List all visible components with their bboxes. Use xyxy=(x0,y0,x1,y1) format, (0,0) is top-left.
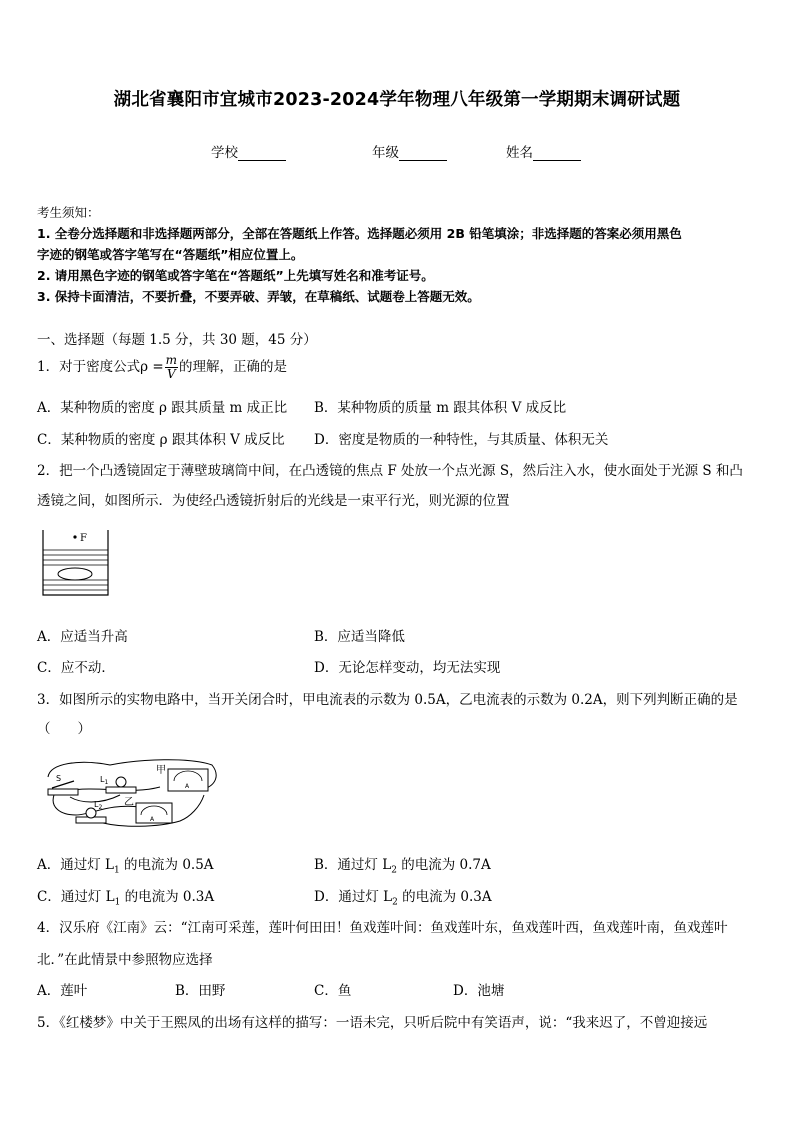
grade-field[interactable]: 年级 xyxy=(372,141,447,161)
lamp1-label: L xyxy=(100,775,105,784)
q2-option-a[interactable]: A．应适当升高 xyxy=(37,629,128,645)
ammeter-yi-symbol: A xyxy=(150,816,155,823)
question-3-stem-line1: 3．如图所示的实物电路中，当开关闭合时，甲电流表的示数为 0.5A，乙电流表的示数为 0.2A，则下列判断正确的是 xyxy=(37,692,738,708)
meter-jia-label: 甲 xyxy=(156,765,166,776)
q3-option-c[interactable]: C．通过灯 $L_1$ 的电流为 0.3A xyxy=(37,889,215,908)
circuit-figure xyxy=(40,755,220,833)
q4-option-c[interactable]: C．鱼 xyxy=(314,983,352,999)
grade-blank[interactable] xyxy=(399,146,447,161)
svg-text:L1 xyxy=(100,775,108,786)
q1-option-a[interactable]: A．某种物质的密度 ρ 跟其质量 m 成正比 xyxy=(37,400,288,416)
notice-item: 1. 全卷分选择题和非选择题两部分，全部在答题纸上作答。选择题必须用 2B 铅笔填涂；非选择题的答案必须用黑色 xyxy=(37,226,682,241)
q2-option-c[interactable]: C．应不动． xyxy=(37,660,115,676)
name-field[interactable]: 姓名 xyxy=(506,141,581,161)
question-2-stem-line1: 2．把一个凸透镜固定于薄壁玻璃筒中间，在凸透镜的焦点 F 处放一个点光源 S，然后注入水，使水面处于光源 S 和凸 xyxy=(37,463,743,479)
lamp2-label: L xyxy=(94,800,99,809)
q3-option-a[interactable]: A．通过灯 $L_1$ 的电流为 0.5A xyxy=(37,857,214,876)
ammeter-jia-symbol: A xyxy=(185,783,190,790)
q4-option-b[interactable]: B．田野 xyxy=(175,983,226,999)
name-blank[interactable] xyxy=(533,146,581,161)
section-heading: 一、选择题（每题 1.5 分，共 30 题，45 分） xyxy=(37,332,317,348)
question-1-stem: 1．对于密度公式ρ = $\frac{m}{V}$ 的理解，正确的是 xyxy=(37,353,288,381)
switch-label: S xyxy=(56,774,62,783)
page-title: 湖北省襄阳市宜城市2023-2024学年物理八年级第一学期期末调研试题 xyxy=(113,90,681,110)
notice-item: 3. 保持卡面清洁，不要折叠，不要弄破、弄皱，在草稿纸、试题卷上答题无效。 xyxy=(37,289,480,304)
q4-option-a[interactable]: A．莲叶 xyxy=(37,983,88,999)
glass-tube-figure xyxy=(40,528,112,598)
meter-yi-label: 乙 xyxy=(124,797,134,808)
school-blank[interactable] xyxy=(238,146,286,161)
density-fraction: $\frac{m}{V}$ xyxy=(165,353,178,381)
q1-option-b[interactable]: B．某种物质的质量 m 跟其体积 V 成反比 xyxy=(314,400,567,416)
q3-option-b[interactable]: B．通过灯 $L_2$ 的电流为 0.7A xyxy=(314,857,491,876)
question-2-stem-line2: 透镜之间，如图所示．为使经凸透镜折射后的光线是一束平行光，则光源的位置 xyxy=(37,493,510,509)
lamp2-sub: 2 xyxy=(98,804,103,811)
q1-option-d[interactable]: D．密度是物质的一种特性，与其质量、体积无关 xyxy=(314,432,609,448)
question-4-stem-line2: 北．”在此情景中参照物应选择 xyxy=(37,952,213,968)
q2-option-d[interactable]: D．无论怎样变动，均无法实现 xyxy=(314,660,501,676)
q3-option-d[interactable]: D．通过灯 $L_2$ 的电流为 0.3A xyxy=(314,889,492,908)
q1-option-c[interactable]: C．某种物质的密度 ρ 跟其体积 V 成反比 xyxy=(37,432,285,448)
school-field[interactable]: 学校 xyxy=(211,141,286,161)
notice-item: 字迹的钢笔或答字笔写在“答题纸”相应位置上。 xyxy=(37,247,304,262)
question-5-stem: 5．《红楼梦》中关于王熙凤的出场有这样的描写：一语未完，只听后院中有笑语声，说：“我来迟了，不曾迎接远 xyxy=(37,1015,708,1031)
notice-heading: 考生须知： xyxy=(37,205,100,220)
q4-option-d[interactable]: D．池塘 xyxy=(453,983,505,999)
focus-label: F xyxy=(80,533,87,544)
lamp1-sub: 1 xyxy=(104,779,109,786)
question-3-stem-line2: （ ） xyxy=(37,721,91,737)
notice-item: 2. 请用黑色字迹的钢笔或答字笔在“答题纸”上先填写姓名和准考证号。 xyxy=(37,268,434,283)
q2-option-b[interactable]: B．应适当降低 xyxy=(314,629,405,645)
question-4-stem-line1: 4．汉乐府《江南》云：“江南可采莲，莲叶何田田！鱼戏莲叶间：鱼戏莲叶东，鱼戏莲叶西，鱼戏莲叶南，鱼戏莲叶 xyxy=(37,920,728,936)
